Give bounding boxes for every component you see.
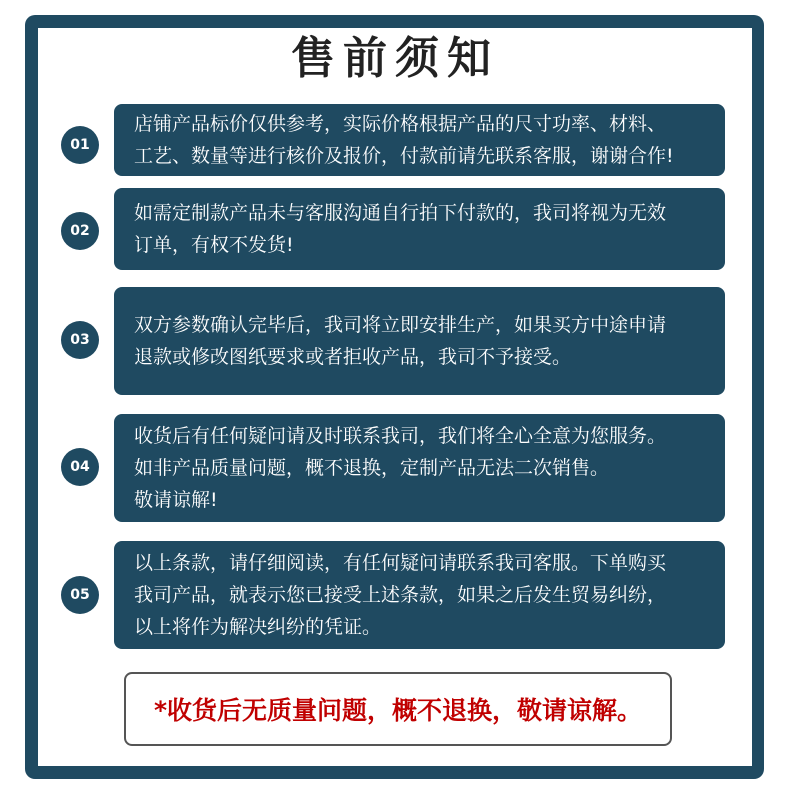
- notice-line: 以上将作为解决纠纷的凭证。: [134, 616, 382, 638]
- notice-number-badge: 05: [61, 576, 99, 614]
- notice-box: [114, 188, 725, 270]
- notice-line: 敬请谅解!: [134, 489, 218, 511]
- notice-box: [114, 287, 725, 395]
- notice-line: 订单，有权不发货!: [134, 234, 294, 256]
- notice-line: 如需定制款产品未与客服沟通自行拍下付款的，我司将视为无效: [134, 202, 667, 224]
- notice-line: 收货后有任何疑问请及时联系我司，我们将全心全意为您服务。: [134, 425, 667, 447]
- notice-line: 以上条款，请仔细阅读，有任何疑问请联系我司客服。下单购买: [134, 552, 667, 574]
- notice-number-badge: 04: [61, 448, 99, 486]
- notice-line: 双方参数确认完毕后，我司将立即安排生产，如果买方中途申请: [134, 314, 667, 336]
- page-title: 售前须知: [291, 33, 499, 84]
- warning-box: [124, 672, 672, 746]
- notice-line: 工艺、数量等进行核价及报价，付款前请先联系客服，谢谢合作!: [134, 145, 674, 167]
- notice-box: [114, 541, 725, 649]
- notice-line: 店铺产品标价仅供参考，实际价格根据产品的尺寸功率、材料、: [134, 113, 667, 135]
- notice-number-badge: 02: [61, 212, 99, 250]
- warning-text: *收货后无质量问题，概不退换，敬请谅解。: [153, 696, 643, 725]
- notice-number-badge: 01: [61, 126, 99, 164]
- notice-line: 我司产品，就表示您已接受上述条款，如果之后发生贸易纠纷，: [134, 584, 667, 606]
- notice-number-badge: 03: [61, 321, 99, 359]
- notice-box: [114, 414, 725, 522]
- notice-box: [114, 104, 725, 176]
- notice-line: 如非产品质量问题，概不退换，定制产品无法二次销售。: [134, 457, 610, 479]
- notice-line: 退款或修改图纸要求或者拒收产品，我司不予接受。: [134, 346, 572, 368]
